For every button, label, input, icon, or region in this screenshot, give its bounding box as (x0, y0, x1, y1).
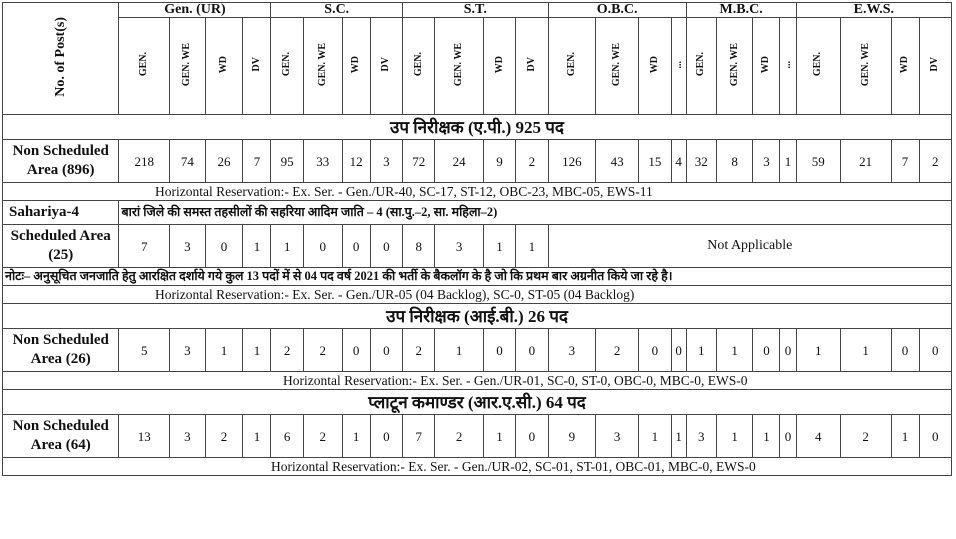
subcolumn-header (780, 18, 796, 115)
value-cell: 33 (303, 140, 342, 183)
subcolumn-header-label: GEN. (281, 52, 293, 77)
value-cell: 5 (119, 329, 170, 372)
value-cell: 0 (516, 329, 548, 372)
value-cell: 1 (243, 225, 271, 268)
value-cell: 1 (205, 329, 243, 372)
subcolumn-header-label: DV (525, 57, 537, 72)
row-label: Non Scheduled Area (64) (3, 415, 119, 458)
value-cell: 13 (119, 415, 170, 458)
sahariya-row (3, 201, 952, 225)
subcolumn-header (243, 18, 271, 115)
subcolumn-header-label: WD (648, 55, 660, 74)
value-cell: 2 (403, 329, 435, 372)
not-applicable-cell: Not Applicable (548, 225, 951, 268)
subcolumn-header-label: GEN. WE (611, 42, 623, 87)
subcolumn-header-label: GEN. (138, 52, 150, 77)
value-cell: 7 (403, 415, 435, 458)
value-cell: 0 (919, 415, 951, 458)
value-cell: 2 (840, 415, 891, 458)
value-cell: 0 (483, 329, 515, 372)
note-horizontal-reservation: Horizontal Reservation:- Ex. Ser. - Gen./UR-05 (04 Backlog), SC-0, ST-05 (04 Backlog) (3, 286, 952, 304)
value-cell: 2 (303, 415, 342, 458)
subcolumn-header-label: DV (250, 57, 262, 72)
scheduled-area-row (3, 225, 952, 268)
value-cell: 1 (686, 329, 716, 372)
value-cell: 0 (671, 329, 686, 372)
group-header-sc: S.C. (271, 3, 403, 18)
value-cell: 218 (119, 140, 170, 183)
subcolumn-header (119, 18, 170, 115)
subcolumn-header (919, 18, 951, 115)
value-cell: 4 (671, 140, 686, 183)
subcolumn-header (840, 18, 891, 115)
section-title: उप निरीक्षक (आई.बी.) 26 पद (3, 304, 952, 329)
value-cell: 8 (403, 225, 435, 268)
group-header-mbc: M.B.C. (686, 3, 796, 18)
subcolumn-header (596, 18, 639, 115)
subcolumn-header-label: ... (672, 60, 684, 69)
subcolumn-header-label: WD (218, 55, 230, 74)
value-cell: 1 (243, 415, 271, 458)
value-cell: 2 (303, 329, 342, 372)
value-cell: 3 (170, 415, 206, 458)
value-cell: 1 (271, 225, 303, 268)
value-cell: 0 (342, 225, 370, 268)
sahariya-text: बारां जिले की समस्त तहसीलों की सहरिया आदिम जाति – 4 (सा.पु.–2, सा. महिला–2) (119, 201, 952, 225)
horizontal-reservation: Horizontal Reservation:- Ex. Ser. - Gen./UR-01, SC-0, ST-0, OBC-0, MBC-0, EWS-0 (3, 372, 952, 390)
value-cell: 2 (271, 329, 303, 372)
horizontal-reservation: Horizontal Reservation:- Ex. Ser. - Gen./UR-40, SC-17, ST-12, OBC-23, MBC-05, EWS-11 (3, 183, 952, 201)
subcolumn-header (370, 18, 402, 115)
value-cell: 1 (753, 415, 780, 458)
subcolumn-header-label: WD (760, 55, 772, 74)
group-header-gen: Gen. (UR) (119, 3, 271, 18)
value-cell: 0 (370, 225, 402, 268)
row-label: Scheduled Area (25) (3, 225, 119, 268)
value-cell: 0 (753, 329, 780, 372)
subcolumn-header-label: GEN. WE (453, 42, 465, 87)
value-cell: 0 (370, 329, 402, 372)
posts-header (3, 3, 119, 115)
group-header-ews: E.W.S. (796, 3, 951, 18)
value-cell: 1 (243, 329, 271, 372)
value-cell: 26 (205, 140, 243, 183)
value-cell: 15 (639, 140, 671, 183)
value-cell: 95 (271, 140, 303, 183)
subcolumn-header (516, 18, 548, 115)
value-cell: 1 (780, 140, 796, 183)
reservation-table (2, 2, 952, 476)
subcolumn-header-label: GEN. WE (181, 42, 193, 87)
subcolumn-header-label: WD (350, 55, 362, 74)
value-cell: 3 (170, 225, 206, 268)
value-cell: 1 (516, 225, 548, 268)
value-cell: 1 (639, 415, 671, 458)
value-cell: 4 (796, 415, 840, 458)
subcolumn-header-label: DV (929, 57, 941, 72)
section-title: प्लाटून कमाण्डर (आर.ए.सी.) 64 पद (3, 390, 952, 415)
subcolumn-header-label: GEN. (695, 52, 707, 77)
value-cell: 0 (303, 225, 342, 268)
value-cell: 1 (796, 329, 840, 372)
value-cell: 9 (483, 140, 515, 183)
value-cell: 72 (403, 140, 435, 183)
value-cell: 0 (639, 329, 671, 372)
subcolumn-header-label: DV (380, 57, 392, 72)
value-cell: 24 (435, 140, 484, 183)
value-cell: 8 (716, 140, 753, 183)
value-cell: 0 (205, 225, 243, 268)
value-cell: 74 (170, 140, 206, 183)
value-cell: 1 (483, 415, 515, 458)
value-cell: 12 (342, 140, 370, 183)
subcolumn-header (342, 18, 370, 115)
subcolumn-header-label: GEN. (812, 52, 824, 77)
subcolumn-header-label: GEN. WE (316, 42, 328, 87)
value-cell: 1 (891, 415, 919, 458)
subcolumn-header-label: WD (493, 55, 505, 74)
value-cell: 59 (796, 140, 840, 183)
subcolumn-header-row (3, 18, 952, 115)
table-row (3, 329, 952, 372)
value-cell: 1 (840, 329, 891, 372)
subcolumn-header (435, 18, 484, 115)
value-cell: 1 (716, 415, 753, 458)
subcolumn-header-label: GEN. (565, 52, 577, 77)
value-cell: 7 (243, 140, 271, 183)
value-cell: 7 (891, 140, 919, 183)
subcolumn-header (403, 18, 435, 115)
subcolumn-header-label: GEN. (412, 52, 424, 77)
group-header-row (3, 3, 952, 18)
value-cell: 32 (686, 140, 716, 183)
section-title: उप निरीक्षक (ए.पी.) 925 पद (3, 115, 952, 140)
row-label: Non Scheduled Area (896) (3, 140, 119, 183)
value-cell: 7 (119, 225, 170, 268)
row-label: Non Scheduled Area (26) (3, 329, 119, 372)
subcolumn-header (170, 18, 206, 115)
value-cell: 2 (516, 140, 548, 183)
value-cell: 3 (370, 140, 402, 183)
value-cell: 0 (516, 415, 548, 458)
value-cell: 2 (596, 329, 639, 372)
subcolumn-header (796, 18, 840, 115)
value-cell: 2 (205, 415, 243, 458)
subcolumn-header (483, 18, 515, 115)
value-cell: 1 (671, 415, 686, 458)
value-cell: 0 (370, 415, 402, 458)
subcolumn-header (671, 18, 686, 115)
subcolumn-header (303, 18, 342, 115)
value-cell: 9 (548, 415, 595, 458)
group-header-obc: O.B.C. (548, 3, 686, 18)
value-cell: 21 (840, 140, 891, 183)
value-cell: 0 (919, 329, 951, 372)
subcolumn-header-label: GEN. WE (728, 42, 740, 87)
subcolumn-header-label: GEN. WE (859, 42, 871, 87)
value-cell: 1 (435, 329, 484, 372)
value-cell: 126 (548, 140, 595, 183)
subcolumn-header (639, 18, 671, 115)
value-cell: 2 (919, 140, 951, 183)
subcolumn-header (753, 18, 780, 115)
value-cell: 1 (716, 329, 753, 372)
value-cell: 3 (548, 329, 595, 372)
value-cell: 3 (435, 225, 484, 268)
value-cell: 2 (435, 415, 484, 458)
value-cell: 3 (686, 415, 716, 458)
subcolumn-header (271, 18, 303, 115)
subcolumn-header-label: WD (899, 55, 911, 74)
group-header-st: S.T. (403, 3, 549, 18)
value-cell: 3 (596, 415, 639, 458)
posts-header-label: No. of Post(s) (52, 16, 68, 97)
subcolumn-header (891, 18, 919, 115)
note-text: नोटः– अनुसूचित जनजाति हेतु आरक्षित दर्शाये गये कुल 13 पदों में से 04 पद वर्ष 2021 की भर्ती के बैकलॉग के है जो कि प्रथम बार अग्रनीत किये जा रहे है। (3, 268, 952, 286)
sahariya-label: Sahariya-4 (3, 201, 119, 225)
value-cell: 0 (891, 329, 919, 372)
value-cell: 43 (596, 140, 639, 183)
table-row (3, 140, 952, 183)
horizontal-reservation: Horizontal Reservation:- Ex. Ser. - Gen./UR-02, SC-01, ST-01, OBC-01, MBC-0, EWS-0 (3, 458, 952, 476)
subcolumn-header-label: ... (782, 60, 794, 69)
value-cell: 1 (342, 415, 370, 458)
value-cell: 0 (780, 415, 796, 458)
value-cell: 3 (753, 140, 780, 183)
value-cell: 0 (342, 329, 370, 372)
value-cell: 0 (780, 329, 796, 372)
subcolumn-header (686, 18, 716, 115)
value-cell: 3 (170, 329, 206, 372)
value-cell: 6 (271, 415, 303, 458)
subcolumn-header (716, 18, 753, 115)
subcolumn-header (205, 18, 243, 115)
subcolumn-header (548, 18, 595, 115)
table-row (3, 415, 952, 458)
value-cell: 1 (483, 225, 515, 268)
